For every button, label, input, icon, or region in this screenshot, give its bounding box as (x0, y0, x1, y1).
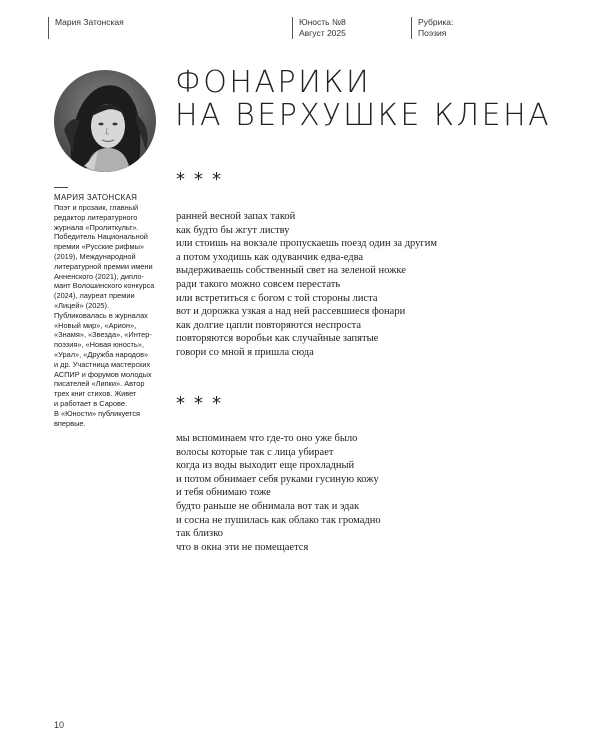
bio-line: «Лицей» (2025). (54, 300, 110, 310)
poem-line: как долгие цапли повторяются неспроста (176, 319, 361, 331)
bio-line: и работает в Сарове. (54, 398, 128, 408)
poem-line: ради такого можно совсем перестать (176, 279, 341, 290)
header-author (48, 17, 124, 39)
bio-line: Публиковалась в журналах (54, 310, 148, 320)
bio-line: Поэт и прозаик, главный (54, 203, 139, 212)
poem-line: так близко (176, 528, 224, 540)
bio-line: В «Юности» публикуется (54, 408, 141, 418)
poem-1-stanza-1 (176, 210, 576, 278)
title-line-1: ФОНАРИКИ (175, 65, 372, 100)
poem-line: волосы которые так с лица убирает (176, 446, 334, 458)
bio-line: писателей «Липки». Автор (54, 379, 145, 389)
page-number: 10 (54, 720, 65, 730)
bio-line: редактор литературного (54, 212, 138, 222)
poem-line: и потом обнимает себя руками гусиную кожу (176, 473, 379, 485)
bio-line: «Урал», «Дружба народов» (54, 349, 149, 359)
bio-line: впервые. (54, 418, 86, 428)
bio-line: и др. Участница мастерских (54, 359, 151, 369)
header-issue-date: Август 2025 (299, 28, 346, 38)
header-issue (292, 17, 346, 39)
bio-line: журнала «Пролиткульт». (54, 222, 139, 232)
bio-line: (2019), Международной (54, 251, 136, 261)
author-portrait-image (54, 70, 156, 172)
poem-2-stanza-1 (176, 432, 576, 554)
poem-line: мы вспоминаем что где-то оно уже было (176, 433, 358, 444)
bio-line: премии «Русские рифмы» (54, 242, 145, 252)
poem-line: а потом уходишь как одуванчик едва-едва (176, 251, 364, 263)
poem-line: и тебя обнимаю тоже (176, 487, 271, 499)
poem-1-asterisks: *** (176, 169, 230, 190)
bio-line: литературной премии имени (54, 261, 153, 271)
bio-text (54, 203, 166, 428)
poem-2-asterisks: *** (176, 393, 230, 414)
poem-line: повторяются воробьи как случайные запятые (176, 333, 379, 345)
poem-title (175, 66, 575, 132)
bio-line: мант Волошинского конкурса (54, 281, 155, 291)
header-rubric-label: Рубрика: (418, 17, 454, 27)
bio-line: «Новый мир», «Арион», (54, 320, 137, 330)
bio-author-name: МАРИЯ ЗАТОНСКАЯ (54, 193, 138, 202)
poem-line: и сосна не пушилась как облако так громадно (176, 514, 381, 526)
poem-line: когда из воды выходит еще прохладный (176, 460, 355, 472)
poem-1-stanza-2 (176, 278, 576, 360)
header-rubric (411, 17, 453, 39)
poem-line: вот и дорожка узкая а над ней рассевшиеся фонари (176, 306, 406, 318)
bio-line: трех книг стихов. Живет (54, 389, 137, 399)
poem-line: или встретиться с богом с той стороны листа (176, 292, 378, 304)
bio-line: (2024), лауреат премии (54, 291, 135, 301)
title-line-2: НА ВЕРХУШКЕ КЛЕНА (175, 98, 552, 133)
header-author-name: Мария Затонская (55, 17, 124, 27)
header-issue-number: Юность №8 (299, 17, 346, 27)
poem-line: выдерживаешь собственный свет на зеленой ножке (176, 265, 406, 277)
author-portrait (54, 70, 156, 172)
poem-line: будто раньше не обнимала вот так и эдак (176, 500, 360, 512)
header-rubric-value: Поэзия (418, 28, 447, 38)
poem-line: ранней весной запах такой (176, 211, 296, 222)
bio-line: «Знамя», «Звезда», «Интер- (54, 330, 152, 340)
poem-line: говори со мной я пришла сюда (176, 346, 314, 358)
bio-line: Анненского (2021), дипло- (54, 271, 144, 281)
poem-line: что в окна эти не помещается (176, 541, 309, 553)
poem-line: или стоишь на вокзале пропускаешь поезд один за другим (176, 238, 437, 250)
poem-line: как будто бы жгут листву (176, 224, 290, 236)
bio-line: АСПИР и форумов молодых (54, 369, 152, 379)
bio-divider (54, 187, 68, 188)
bio-line: поэзия», «Новая юность», (54, 340, 144, 350)
bio-line: Победитель Национальной (54, 232, 148, 242)
